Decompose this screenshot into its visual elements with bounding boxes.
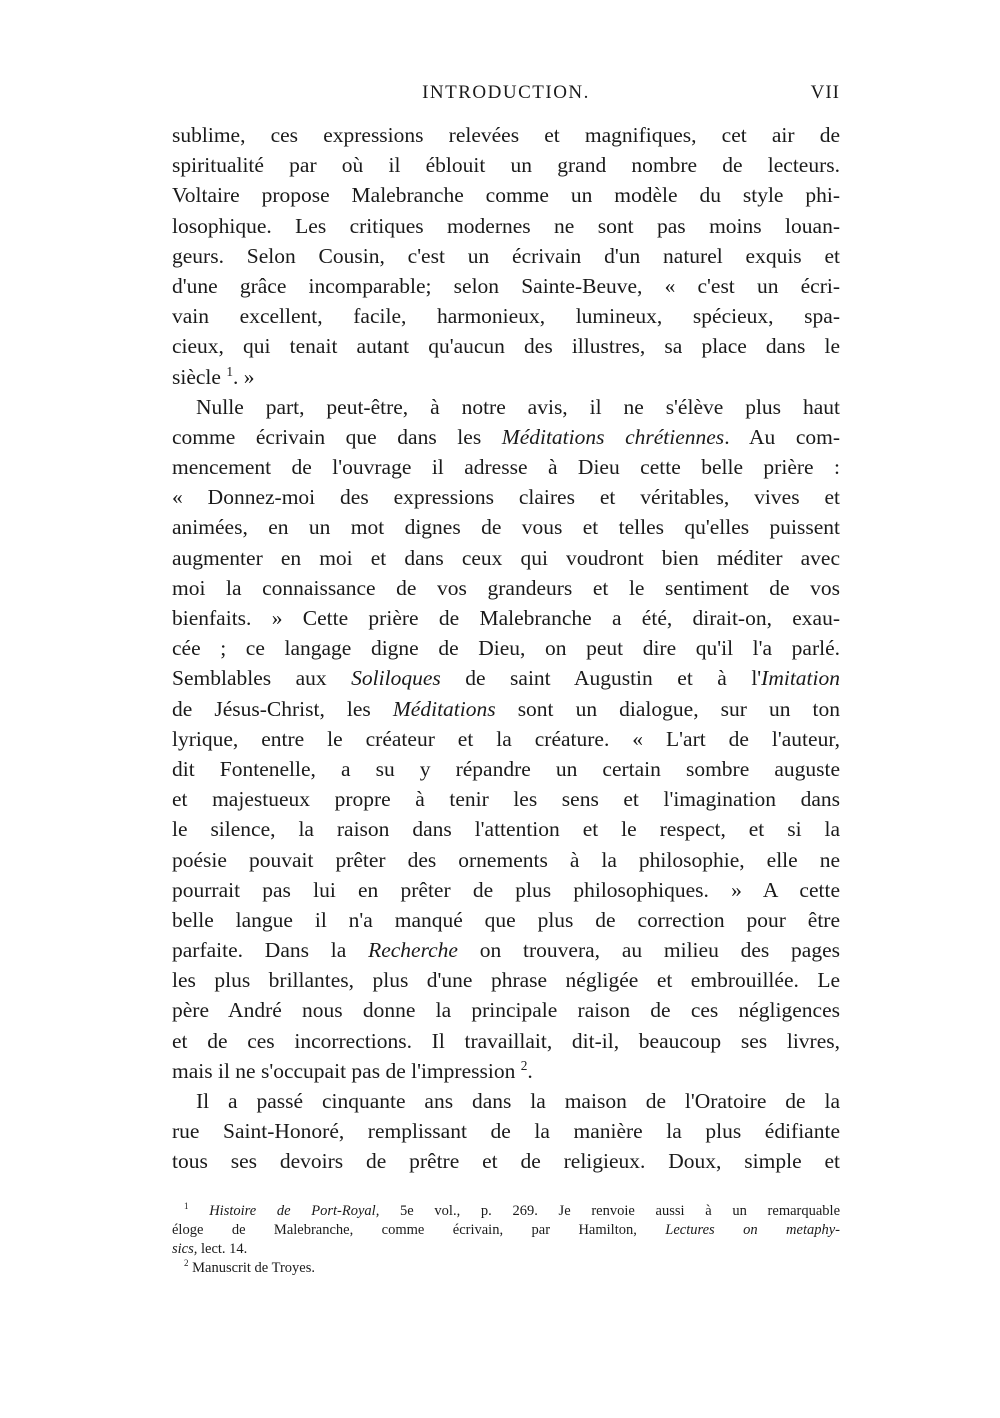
text-line: tous ses devoirs de prêtre et de religieux. Doux, simple et <box>172 1149 840 1174</box>
text-line: mencement de l'ouvrage il adresse à Dieu cette belle prière : <box>172 455 840 480</box>
text-fragment: de saint Augustin et à l' <box>465 666 762 691</box>
text-fragment: Semblables aux <box>172 666 327 691</box>
text-line: d'une grâce incomparable; selon Sainte-Beuve, « c'est un écri- <box>172 273 840 298</box>
footnote-italic: Histoire de Port-Royal, <box>209 1203 380 1219</box>
text-line: cieux, qui tenait autant qu'aucun des illustres, sa place dans le <box>172 334 840 359</box>
text-line: vain excellent, facile, harmonieux, lumineux, spécieux, spa- <box>172 304 840 329</box>
footnote-text: 5e vol., p. 269. Je renvoie aussi à un remarquable <box>400 1203 840 1219</box>
text-line <box>172 1056 840 1086</box>
footnote-text: lect. 14. <box>201 1241 248 1257</box>
text-line: spiritualité par où il éblouit un grand nombre de lecteurs. <box>172 153 840 178</box>
text-line: le silence, la raison dans l'attention et le respect, et si la <box>172 817 840 842</box>
footnote-1-line <box>172 1240 840 1259</box>
text-fragment: mais il ne s'occupait pas de l'impression <box>172 1058 516 1083</box>
footnote-1-line <box>172 1202 840 1221</box>
text-fragment: comme écrivain que dans les <box>172 424 482 449</box>
text-line: et majestueux propre à tenir les sens et l'imagination dans <box>172 787 840 812</box>
text-line: animées, en un mot dignes de vous et telles qu'elles puissent <box>172 515 840 540</box>
italic-title: Méditations <box>392 696 496 721</box>
page-number: VII <box>810 82 840 103</box>
text-line: sublime, ces expressions relevées et magnifiques, cet air de <box>172 123 840 147</box>
text-line <box>172 694 840 724</box>
text-line <box>172 935 840 965</box>
text-fragment: . » <box>233 364 255 389</box>
text-line: père André nous donne la principale raison de ces négligences <box>172 998 840 1023</box>
italic-title: Méditations chrétiennes <box>501 424 725 449</box>
text-line: dit Fontenelle, a su y répandre un certain sombre auguste <box>172 756 840 781</box>
text-fragment: on trouvera, au milieu des pages <box>479 938 840 963</box>
footnote-marker: 1 <box>184 1202 189 1212</box>
text-line: rue Saint-Honoré, remplissant de la manière la plus édifiante <box>172 1119 840 1144</box>
text-line: poésie pouvait prêter des ornements à la philosophie, elle ne <box>172 847 840 872</box>
text-line: cée ; ce langage digne de Dieu, on peut dire qu'il l'a parlé. <box>172 636 840 661</box>
text-line: geurs. Selon Cousin, c'est un écrivain d'un naturel exquis et <box>172 243 840 268</box>
text-fragment: . Au com- <box>724 424 840 449</box>
running-title: INTRODUCTION. <box>422 82 590 103</box>
text-line <box>172 362 840 392</box>
italic-title: Soliloques <box>351 666 441 691</box>
text-line: les plus brillantes, plus d'une phrase négligée et embrouillée. Le <box>172 968 840 993</box>
text-line: pourrait pas lui en prêter de plus philosophiques. » A cette <box>172 877 840 902</box>
text-line <box>172 663 840 693</box>
text-fragment: . <box>527 1058 533 1083</box>
text-line: Voltaire propose Malebranche comme un modèle du style phi- <box>172 183 840 208</box>
footnote-text: Manuscrit de Troyes. <box>192 1260 315 1276</box>
text-line: belle langue il n'a manqué que plus de correction pour être <box>172 907 840 932</box>
text-line: et de ces incorrections. Il travaillait, dit-il, beaucoup ses livres, <box>172 1028 840 1053</box>
footnote-1-line <box>172 1221 840 1240</box>
footnote-reference: 1 <box>226 363 233 379</box>
footnote-text: éloge de Malebranche, comme écrivain, par Hamilton, <box>172 1222 637 1238</box>
body-text <box>172 120 840 1177</box>
running-head <box>172 82 840 112</box>
footnote-reference: 2 <box>520 1057 528 1073</box>
text-line: bienfaits. » Cette prière de Malebranche a été, dirait-on, exau- <box>172 606 840 630</box>
text-fragment: sont un dialogue, sur un ton <box>517 696 840 721</box>
footnote-marker: 2 <box>184 1259 189 1269</box>
footnote-italic: Lectures on metaphy- <box>665 1222 840 1238</box>
text-line: Nulle part, peut-être, à notre avis, il ne s'élève plus haut <box>196 394 840 419</box>
text-line: moi la connaissance de vos grandeurs et le sentiment de vos <box>172 575 840 600</box>
footnote-italic: sics, <box>172 1241 198 1257</box>
text-fragment: de Jésus-Christ, les <box>172 696 371 721</box>
text-line: « Donnez-moi des expressions claires et véritables, vives et <box>172 485 840 510</box>
text-line: augmenter en moi et dans ceux qui voudront bien méditer avec <box>172 545 840 570</box>
text-line: losophique. Les critiques modernes ne sont pas moins louan- <box>172 213 840 238</box>
text-fragment: siècle <box>172 364 221 389</box>
footnote-2-line <box>172 1259 840 1278</box>
italic-title: Recherche <box>368 938 458 963</box>
text-line: lyrique, entre le créateur et la créature. « L'art de l'auteur, <box>172 726 840 751</box>
footnotes <box>172 1202 840 1278</box>
text-line: Il a passé cinquante ans dans la maison de l'Oratoire de la <box>196 1089 840 1113</box>
text-line <box>172 422 840 452</box>
text-fragment: parfaite. Dans la <box>172 938 347 963</box>
italic-title: Imitation <box>761 666 840 691</box>
